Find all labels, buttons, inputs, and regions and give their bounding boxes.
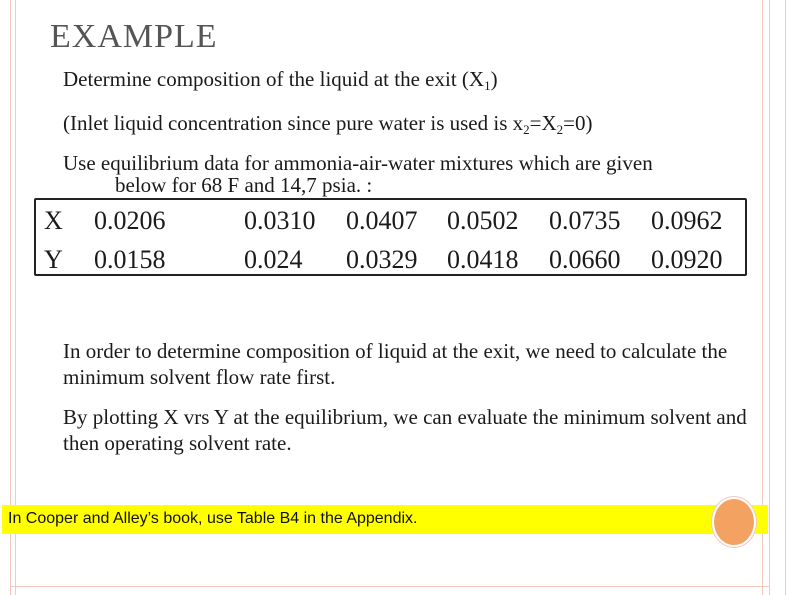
- table-cell: 0.0407: [346, 206, 418, 235]
- paragraph-minimum-solvent: In order to determine composition of liquid at the exit, we need to calculate the minimum solvent flow rate first.: [63, 339, 728, 389]
- table-cell: 0.0920: [651, 245, 723, 274]
- line-determine-composition: Determine composition of the liquid at the exit $(X_1)$: [63, 67, 498, 93]
- table-cell: 0.0962: [651, 206, 723, 235]
- table-cell: 0.0502: [447, 206, 519, 235]
- row-label-x: X: [44, 206, 63, 235]
- orange-circle-decoration: [712, 497, 756, 547]
- equilibrium-data-table: [34, 198, 747, 276]
- table-cell: 0.0660: [549, 245, 621, 274]
- table-cell: 0.0329: [346, 245, 418, 274]
- table-cell: 0.0310: [244, 206, 316, 235]
- table-cell: 0.0206: [94, 206, 166, 235]
- highlighted-note: In Cooper and Alley’s book, use Table B4 in the Appendix.: [2, 505, 768, 534]
- line-inlet-concentration: (Inlet liquid concentration since pure water is used is $x_2=X_2=0$): [63, 111, 593, 137]
- table-cell: 0.0418: [447, 245, 519, 274]
- paragraph-plotting: By plotting X vrs Y at the equilibrium, we can evaluate the minimum solvent and then operating solvent rate.: [63, 405, 747, 455]
- slide-title: EXAMPLE: [50, 18, 218, 55]
- table-cell: 0.024: [244, 245, 303, 274]
- table-cell: 0.0158: [94, 245, 166, 274]
- row-label-y: Y: [44, 245, 63, 274]
- bottom-border-decoration: [10, 586, 770, 587]
- line-equilibrium-data: Use equilibrium data for ammonia-air-water mixtures which are given below for 68 F and 14,7 psia. :: [63, 151, 653, 197]
- table-cell: 0.0735: [549, 206, 621, 235]
